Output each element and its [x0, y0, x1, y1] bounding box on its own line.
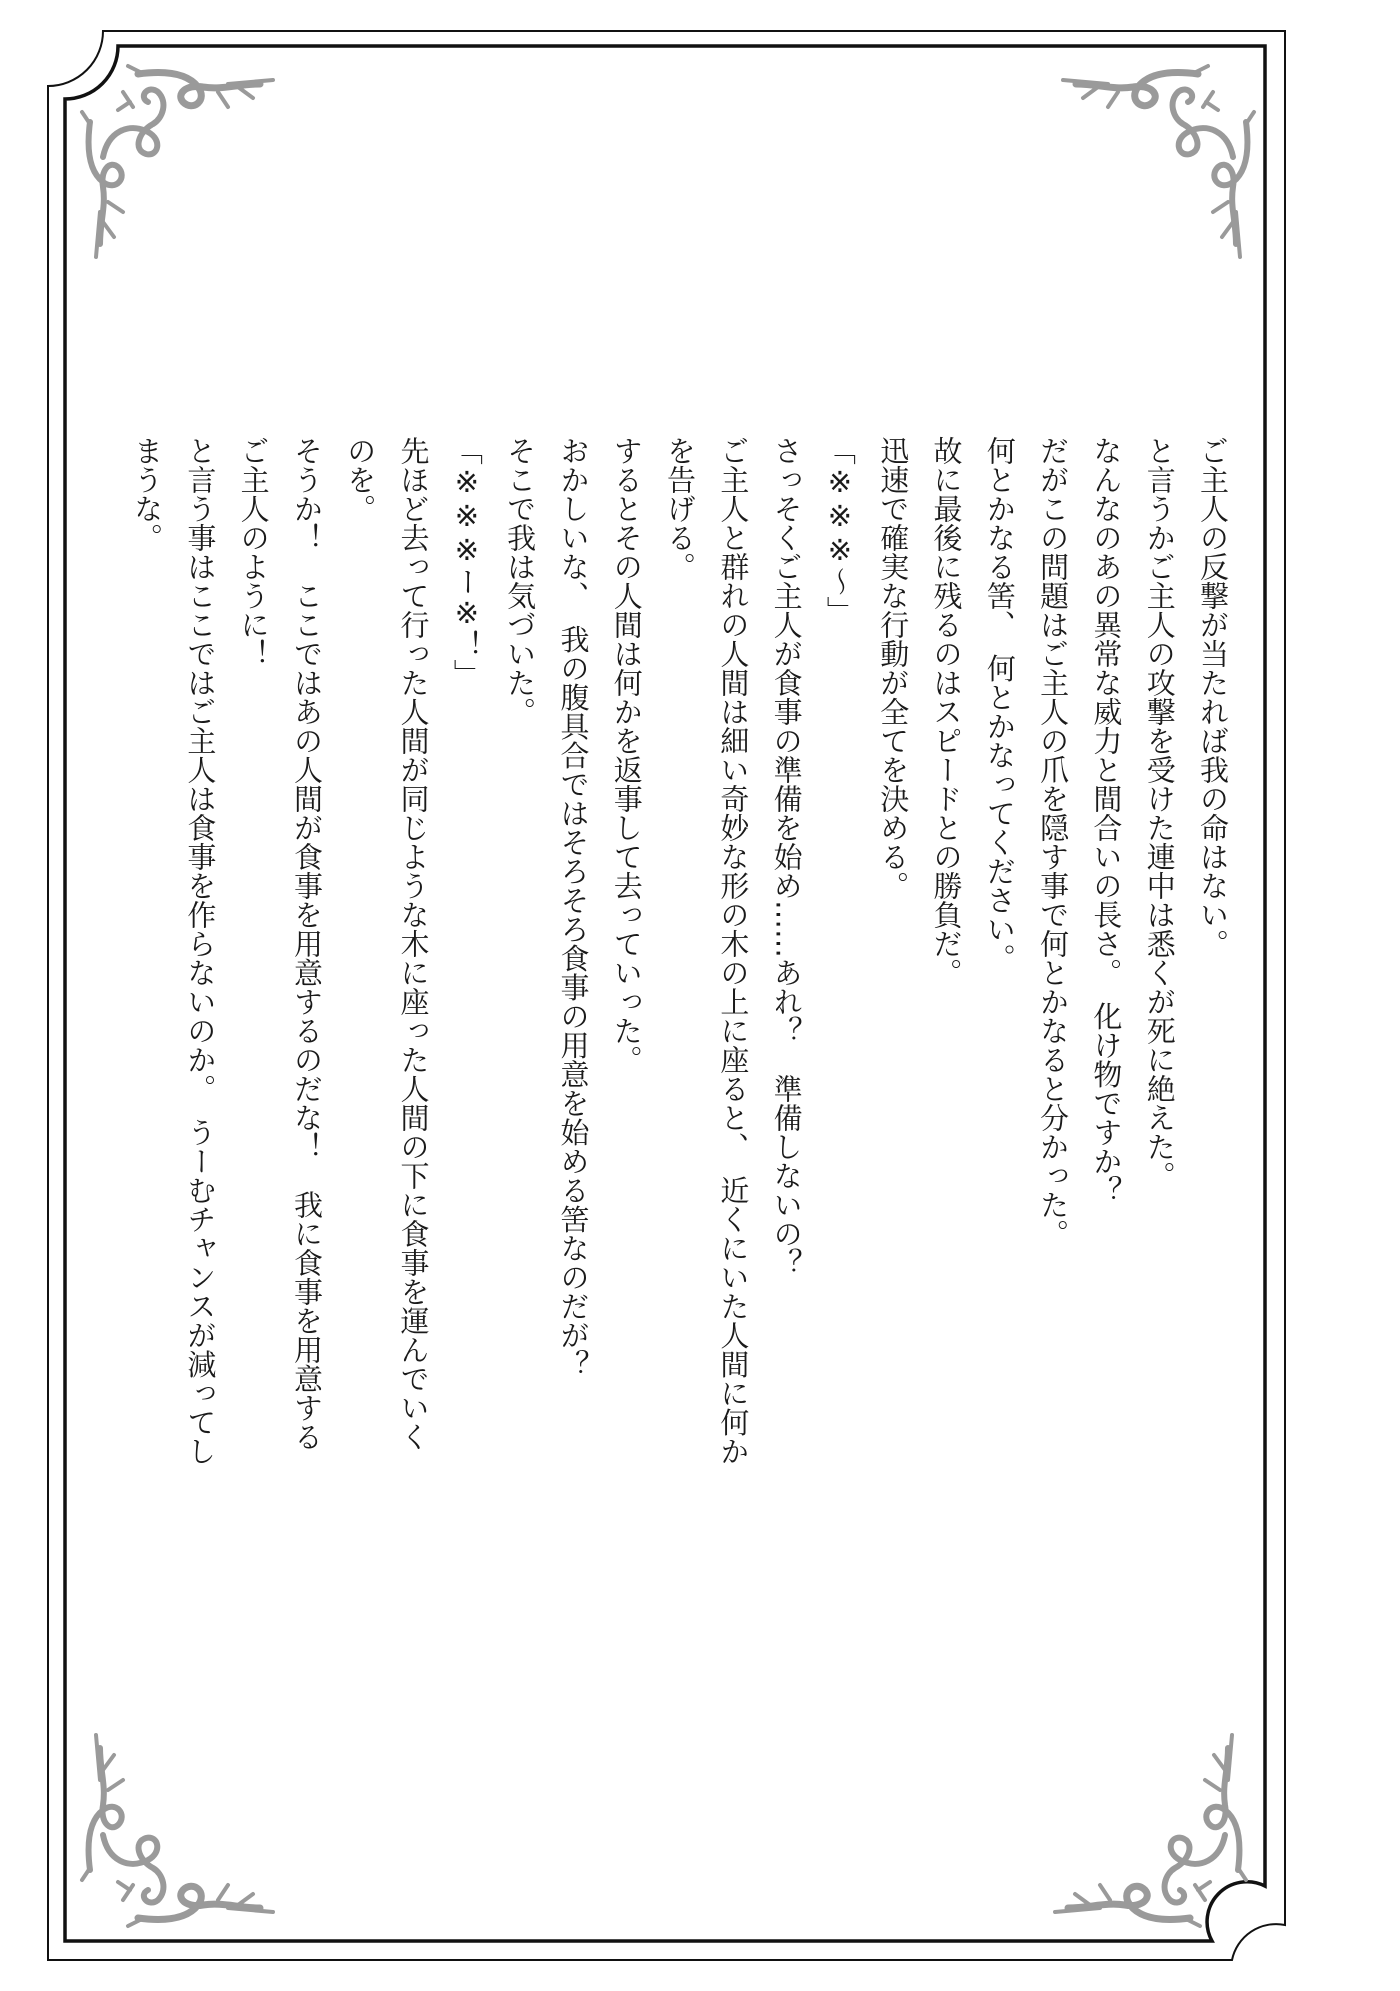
text-line: ご主人と群れの人間は細い奇妙な形の木の上に座ると、 近くにいた人間に何か	[716, 436, 751, 1466]
corner-ornament-bottom-left	[78, 1730, 278, 1930]
corner-ornament-top-right	[1058, 62, 1258, 262]
flourish-icon	[1050, 1730, 1250, 1930]
vertical-body-text	[120, 436, 1239, 1556]
flourish-icon	[78, 1730, 278, 1930]
flourish-icon	[78, 62, 278, 262]
text-line: だがこの問題はご主人の爪を隠す事で何とかなると分かった。	[1036, 436, 1071, 1248]
text-line: 故に最後に残るのはスピードとの勝負だ。	[929, 436, 964, 987]
text-line: なんなのあの異常な威力と間合いの長さ。 化け物ですか？	[1089, 436, 1124, 1205]
text-line: を告げる。	[663, 436, 698, 581]
text-line: と言う事はここではご主人は食事を作らないのか。 うーむチャンスが減ってし	[183, 436, 218, 1466]
text-line: 何とかなる筈、 何とかなってください。	[982, 436, 1017, 973]
text-line: 迅速で確実な行動が全てを決める。	[876, 436, 911, 900]
corner-ornament-bottom-right	[1050, 1730, 1250, 1930]
text-line: ご主人のように！	[236, 436, 271, 668]
flourish-icon	[1058, 62, 1258, 262]
text-line: おかしいな、 我の腹具合ではそろそろ食事の用意を始める筈なのだが？	[556, 436, 591, 1379]
dialogue-line: 「※※※～」	[822, 436, 857, 625]
text-line: 先ほど去って行った人間が同じような木に座った人間の下に食事を運んでいく	[396, 436, 431, 1451]
text-line: さっそくご主人が食事の準備を始め……あれ？ 準備しないの？	[769, 436, 804, 1277]
text-line: まうな。	[130, 436, 165, 552]
text-line: ご主人の反撃が当たれば我の命はない。	[1196, 436, 1230, 958]
corner-ornament-top-left	[78, 62, 278, 262]
text-line: そこで我は気づいた。	[503, 436, 538, 726]
text-line: するとその人間は何かを返事して去っていった。	[609, 436, 644, 1074]
dialogue-line: 「※※※ー※！」	[449, 436, 484, 688]
text-line: と言うかご主人の攻撃を受けた連中は悉くが死に絶えた。	[1142, 436, 1177, 1190]
text-line: のを。	[343, 436, 378, 523]
text-line: そうか！ ここではあの人間が食事を用意するのだな！ 我に食事を用意する	[289, 436, 324, 1451]
